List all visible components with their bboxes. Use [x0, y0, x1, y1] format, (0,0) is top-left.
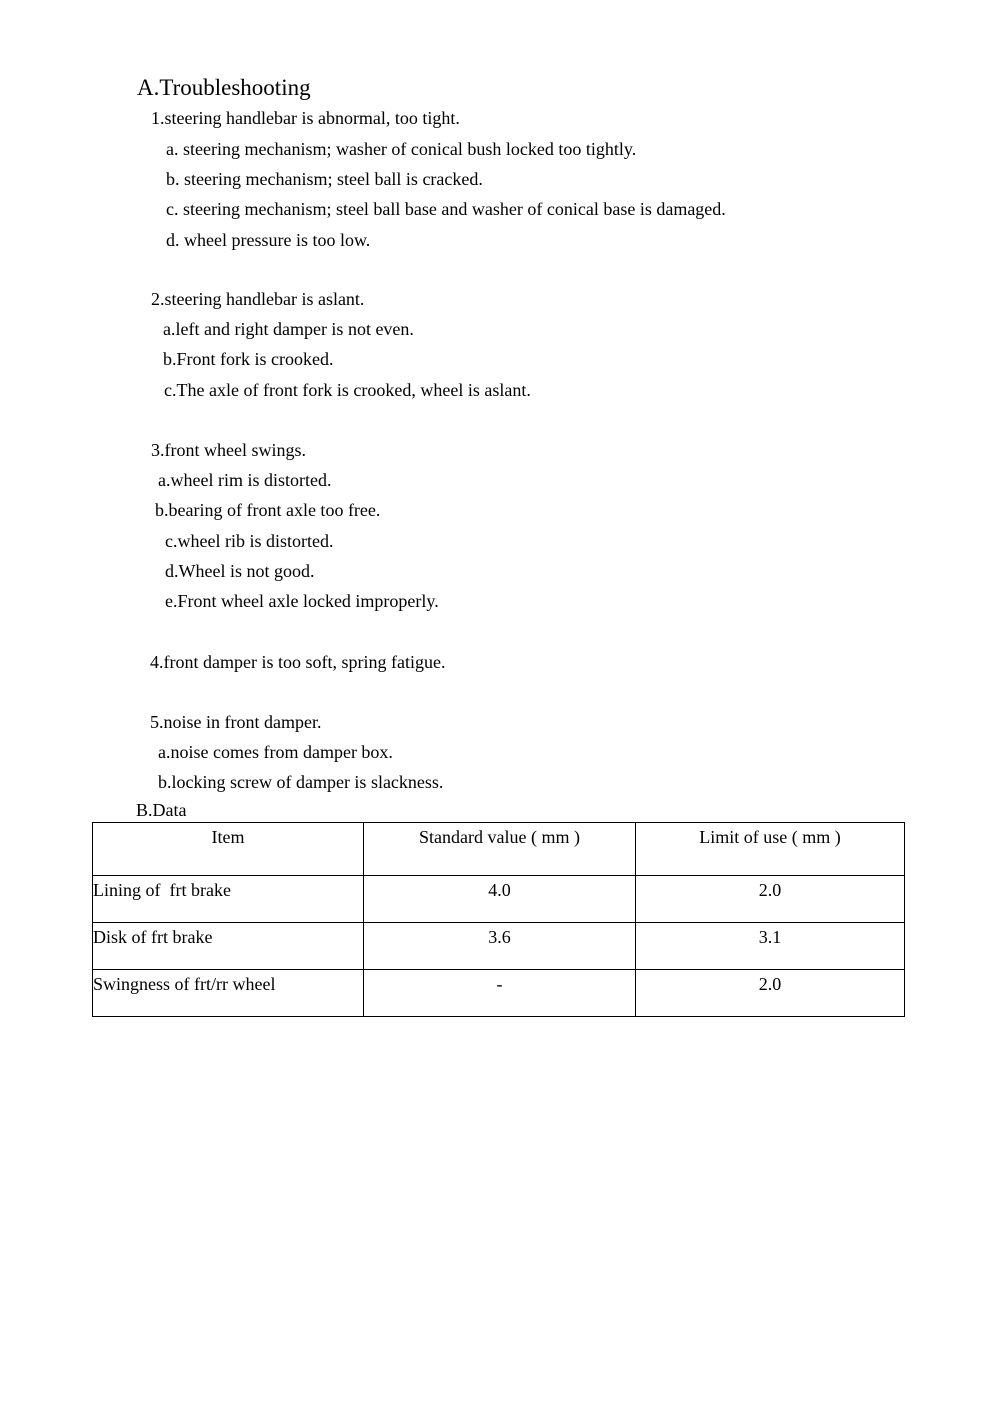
table-cell-limit-of-use: 3.1: [636, 923, 905, 970]
table-cell-standard-value: 4.0: [364, 876, 636, 923]
troubleshooting-item-2-sub-a: a.left and right damper is not even.: [163, 319, 414, 339]
troubleshooting-item-1-sub-d: d. wheel pressure is too low.: [166, 230, 371, 250]
troubleshooting-item-1-sub-c: c. steering mechanism; steel ball base and washer of conical base is damaged.: [166, 199, 726, 219]
table-header-row: [93, 823, 905, 876]
troubleshooting-item-1-sub-b: b. steering mechanism; steel ball is cracked.: [166, 169, 483, 189]
troubleshooting-item-3-sub-c: c.wheel rib is distorted.: [165, 531, 334, 551]
table-cell-limit-of-use: 2.0: [636, 876, 905, 923]
troubleshooting-item-1-sub-a: a. steering mechanism; washer of conical bush locked too tightly.: [166, 139, 637, 159]
table-header-item: Item: [93, 823, 364, 876]
table-cell-item: Disk of frt brake: [93, 923, 364, 970]
table-cell-item: Swingness of frt/rr wheel: [93, 970, 364, 1017]
table-cell-standard-value: -: [364, 970, 636, 1017]
troubleshooting-item-3-sub-d: d.Wheel is not good.: [165, 561, 315, 581]
table-row: [93, 876, 905, 923]
troubleshooting-item-5-sub-b: b.locking screw of damper is slackness.: [158, 772, 444, 792]
troubleshooting-item-2-sub-b: b.Front fork is crooked.: [163, 349, 334, 369]
table-cell-standard-value: 3.6: [364, 923, 636, 970]
troubleshooting-item-4: 4.front damper is too soft, spring fatigue.: [150, 652, 446, 672]
section-b-heading: B.Data: [136, 800, 187, 820]
troubleshooting-item-5: 5.noise in front damper.: [150, 712, 322, 732]
troubleshooting-item-3-sub-e: e.Front wheel axle locked improperly.: [165, 591, 439, 611]
data-table: [92, 822, 905, 1017]
table-row: [93, 923, 905, 970]
troubleshooting-item-2-sub-c: c.The axle of front fork is crooked, wheel is aslant.: [164, 380, 531, 400]
table-header-standard-value: Standard value ( mm ): [364, 823, 636, 876]
table-header-limit-of-use: Limit of use ( mm ): [636, 823, 905, 876]
troubleshooting-item-1: 1.steering handlebar is abnormal, too tight.: [151, 108, 460, 128]
section-a-heading: A.Troubleshooting: [137, 75, 311, 100]
troubleshooting-item-3-sub-a: a.wheel rim is distorted.: [158, 470, 332, 490]
table-cell-limit-of-use: 2.0: [636, 970, 905, 1017]
troubleshooting-item-3: 3.front wheel swings.: [151, 440, 306, 460]
troubleshooting-item-2: 2.steering handlebar is aslant.: [151, 289, 365, 309]
table-row: [93, 970, 905, 1017]
troubleshooting-item-3-sub-b: b.bearing of front axle too free.: [155, 500, 381, 520]
table-cell-item: Lining of frt brake: [93, 876, 364, 923]
troubleshooting-item-5-sub-a: a.noise comes from damper box.: [158, 742, 393, 762]
